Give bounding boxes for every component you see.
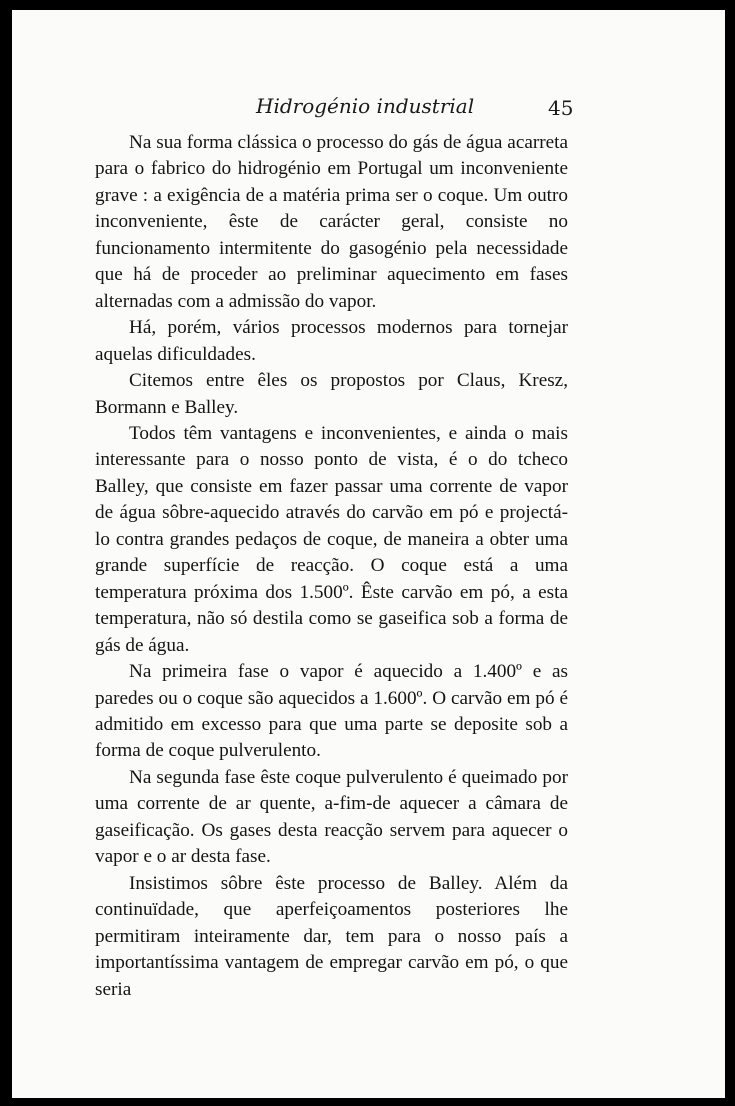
paragraph: Há, porém, vários processos modernos para tornejar aquelas dificuldades.: [95, 317, 568, 365]
paragraph: Na segunda fase êste coque pulverulento é queimado por uma corrente de ar quente, a-fim-de aquecer a câmara de gaseificação. Os gases desta reacção servem para aquecer o vapor e o ar desta fase.: [95, 766, 568, 868]
page-header: [12, 94, 725, 124]
paragraph: Na sua forma clássica o processo do gás de água acarreta para o fabrico do hidrogénio em Portugal um inconveniente grave : a exigência de a matéria prima ser o coque. Um outro inconveniente, êste de carácter geral, consiste no funcionamento intermitente do gasogénio pela necessidade que há de proceder ao preliminar aquecimento em fases alternadas com a admissão do vapor.: [95, 132, 568, 312]
paragraph: Na primeira fase o vapor é aquecido a 1.400º e as paredes ou o coque são aquecidos a 1.600º. O carvão em pó é admitido em excesso para que uma parte se deposite sob a forma de coque pulverulento.: [95, 661, 568, 762]
running-title: Hidrogénio industrial: [256, 94, 475, 118]
paragraph: Citemos entre êles os propostos por Claus, Kresz, Bormann e Balley.: [95, 370, 568, 418]
body-text: [95, 130, 568, 1003]
paragraph: Todos têm vantagens e inconvenientes, e ainda o mais interessante para o nosso ponto de vista, é o do tcheco Balley, que consiste em fazer passar uma corrente de vapor de água sôbre-aquecido através do carvão em pó e projectá-lo contra grandes pedaços de coque, de maneira a obter uma grande superfície de reacção. O coque está a uma temperatura próxima dos 1.500º. Êste carvão em pó, a esta temperatura, não só destila como se gaseifica sob a forma de gás de água.: [95, 422, 568, 656]
page-number: 45: [548, 96, 574, 120]
book-page: [12, 10, 725, 1098]
paragraph: Insistimos sôbre êste processo de Balley. Além da continuïdade, que aperfeiçoamentos posteriores lhe permitiram inteiramente dar, tem para o nosso país a importantíssima vantagem de empregar carvão em pó, o que seria: [95, 872, 568, 1000]
